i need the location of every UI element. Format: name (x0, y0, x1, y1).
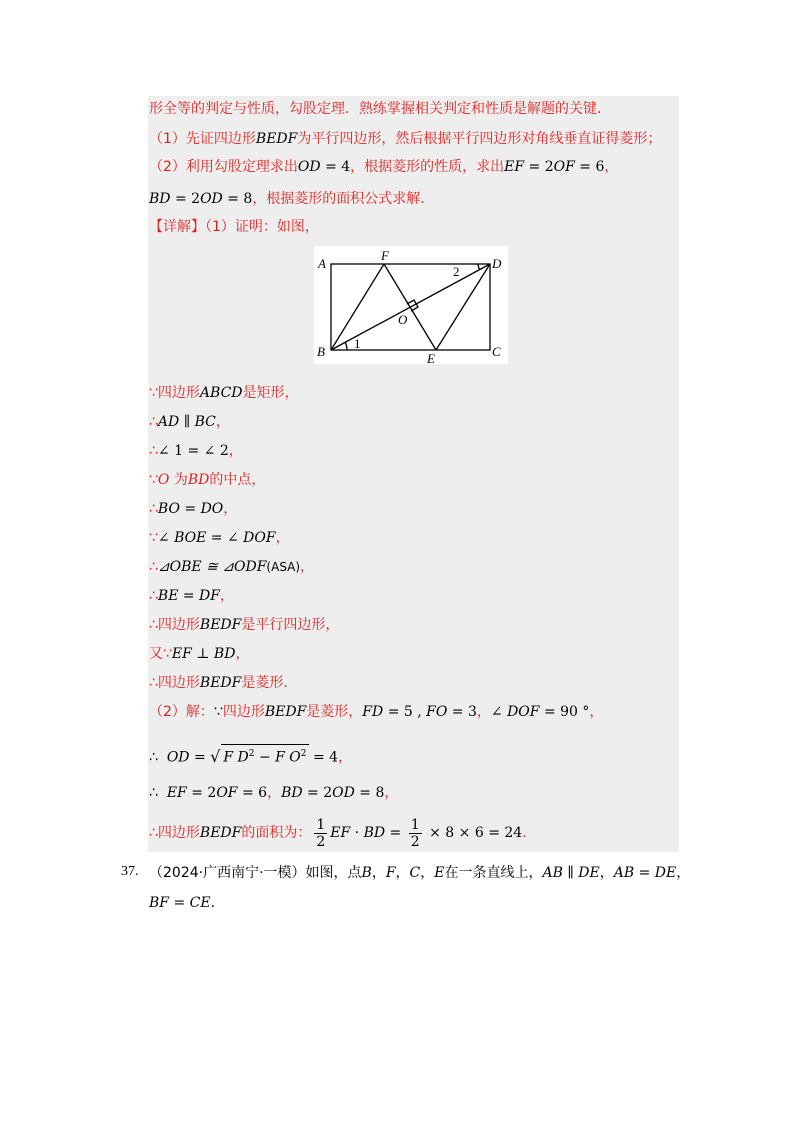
hint-3: BD = 2OD = 8，根据菱形的面积公式求解. (149, 191, 425, 207)
label-d: D (492, 256, 502, 271)
label-a: A (318, 256, 326, 271)
label-b: B (317, 344, 325, 359)
label-angle-1: 1 (354, 336, 361, 351)
label-f: F (381, 248, 389, 263)
question-number: 37. (121, 864, 139, 879)
step-5: ∴BO = DO， (149, 501, 238, 517)
detail-header: 【详解】（1）证明：如图， (149, 219, 319, 235)
hint-1: （1）先证四边形BEDF为平行四边形，然后根据平行四边形对角线垂直证得菱形； (149, 131, 662, 147)
part2-area: ∴四边形BEDF的面积为： $\frac{1}{2}$ EF · BD = $\frac{1}{2}$ × 8 × 6 = 24. (149, 816, 527, 850)
part2-given: （2）解：∵四边形BEDF是菱形，FD = 5 , FO = 3，∠ DOF = 90 °， (149, 704, 604, 720)
step-3: ∴∠ 1 = ∠ 2， (149, 443, 243, 459)
step-1: ∵四边形ABCD是矩形， (149, 385, 299, 401)
step-10: 又∵EF ⊥ BD， (149, 646, 250, 662)
step-6: ∵∠ BOE = ∠ DOF， (149, 530, 290, 546)
analysis-end: 形全等的判定与性质，勾股定理．熟练掌握相关判定和性质是解题的关键. (149, 101, 602, 117)
step-9: ∴四边形BEDF是平行四边形， (149, 617, 340, 633)
rectangle-rhombus-figure (314, 246, 508, 364)
step-4: ∵O 为BD的中点， (149, 472, 266, 488)
question-37-line-1: （2024·广西南宁·一模）如图，点B，F，C，E在一条直线上，AB ∥ DE，AB = DE， (149, 865, 691, 881)
fraction-half-1: $\frac{1}{2}$ (316, 816, 326, 850)
fraction-half-2: $\frac{1}{2}$ (410, 816, 420, 850)
label-e: E (427, 351, 435, 364)
part2-ef-bd: ∴ EF = 2OF = 6，BD = 2OD = 8， (149, 785, 399, 801)
step-11: ∴四边形BEDF是菱形. (149, 675, 288, 691)
label-angle-2: 2 (453, 264, 460, 279)
radical-icon: √ (210, 746, 221, 766)
question-37-line-2: BF = CE. (149, 895, 216, 911)
step-7: ∴⊿OBE ≅ ⊿ODF(ASA)， (149, 559, 315, 575)
hint-2: （2）利用勾股定理求出OD = 4，根据菱形的性质，求出EF = 2OF = 6， (149, 159, 619, 175)
radicand: F $D^2 - F$ $O^2$ (221, 744, 308, 767)
label-o: O (398, 312, 408, 327)
step-8: ∴BE = DF， (149, 588, 234, 604)
step-2: ∴AD ∥ BC， (149, 414, 230, 430)
part2-od: ∴ OD = √ F $D^2 - F$ $O^2 = 4$， (149, 744, 352, 767)
label-c: C (492, 344, 501, 359)
